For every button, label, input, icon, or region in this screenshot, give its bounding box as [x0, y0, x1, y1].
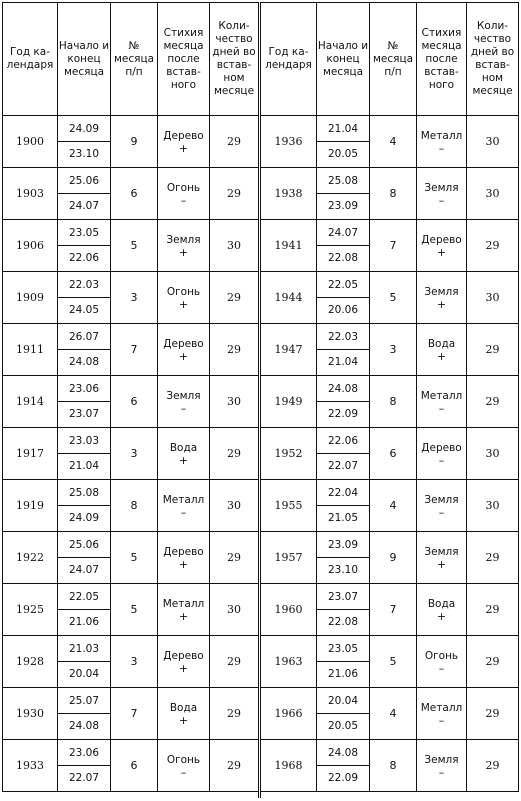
dates-cell	[58, 636, 111, 688]
month-number-cell: 6	[111, 740, 158, 792]
element-name: Вода	[169, 701, 198, 714]
element-cell	[417, 272, 467, 324]
element-cell	[417, 636, 467, 688]
element-name: Земля	[166, 233, 201, 246]
element-sign: –	[438, 453, 445, 467]
right-table	[260, 2, 519, 792]
year-cell: 1906	[3, 220, 58, 272]
dates-cell	[317, 584, 370, 636]
days-cell: 29	[467, 584, 519, 636]
element-sign: +	[178, 245, 189, 259]
element-sign: +	[178, 141, 189, 155]
end-date: 22.08	[327, 615, 359, 628]
days-cell: 29	[210, 272, 259, 324]
end-date: 21.05	[327, 511, 359, 524]
table-row	[3, 428, 259, 480]
element-name: Огонь	[166, 285, 201, 298]
end-date: 22.09	[327, 771, 359, 784]
month-number-cell: 8	[370, 168, 417, 220]
element-name: Дерево	[163, 337, 204, 350]
element-sign: –	[180, 505, 187, 519]
days-cell: 30	[210, 220, 259, 272]
end-date: 21.04	[327, 355, 359, 368]
days-cell: 29	[467, 324, 519, 376]
start-date: 22.03	[317, 325, 369, 350]
dates-cell	[58, 376, 111, 428]
days-cell: 30	[467, 428, 519, 480]
start-date: 22.04	[317, 481, 369, 506]
days-cell: 30	[210, 480, 259, 532]
days-cell: 29	[467, 688, 519, 740]
element-sign: +	[436, 609, 447, 623]
element-sign: +	[436, 557, 447, 571]
header-dates: Начало и конец месяца	[58, 3, 111, 116]
year-cell: 1922	[3, 532, 58, 584]
start-date: 22.05	[58, 585, 110, 610]
days-cell: 29	[210, 688, 259, 740]
days-cell: 30	[467, 272, 519, 324]
table-row	[261, 220, 519, 272]
start-date: 23.06	[58, 741, 110, 766]
element-cell	[158, 584, 210, 636]
days-cell: 30	[467, 116, 519, 168]
year-cell: 1911	[3, 324, 58, 376]
dates-cell	[317, 272, 370, 324]
element-sign: +	[436, 245, 447, 259]
year-cell: 1966	[261, 688, 317, 740]
element-name: Земля	[424, 753, 459, 766]
element-sign: –	[180, 193, 187, 207]
header-row	[3, 3, 259, 116]
dates-cell	[317, 636, 370, 688]
right-table-half	[260, 2, 518, 798]
element-cell	[158, 376, 210, 428]
month-number-cell: 8	[370, 740, 417, 792]
element-name: Металл	[162, 597, 205, 610]
element-sign: –	[438, 661, 445, 675]
table-row	[261, 688, 519, 740]
dates-cell	[58, 532, 111, 584]
table-row	[3, 220, 259, 272]
month-number-cell: 5	[370, 636, 417, 688]
start-date: 20.04	[317, 689, 369, 714]
start-date: 25.07	[58, 689, 110, 714]
start-date: 24.08	[317, 741, 369, 766]
dates-cell	[317, 688, 370, 740]
dates-cell	[58, 116, 111, 168]
element-name: Земля	[424, 545, 459, 558]
element-name: Металл	[162, 493, 205, 506]
element-sign: –	[438, 193, 445, 207]
start-date: 23.07	[317, 585, 369, 610]
table-row	[261, 480, 519, 532]
dates-cell	[317, 428, 370, 480]
table-row	[261, 428, 519, 480]
element-sign: +	[178, 713, 189, 727]
year-cell: 1903	[3, 168, 58, 220]
element-name: Огонь	[166, 181, 201, 194]
end-date: 23.09	[327, 199, 359, 212]
element-name: Дерево	[421, 233, 462, 246]
start-date: 25.06	[58, 533, 110, 558]
days-cell: 30	[210, 376, 259, 428]
end-date: 22.08	[327, 251, 359, 264]
element-sign: +	[178, 661, 189, 675]
year-cell: 1928	[3, 636, 58, 688]
element-cell	[158, 168, 210, 220]
header-dates: Начало и конец месяца	[317, 3, 370, 116]
table-row	[3, 532, 259, 584]
month-number-cell: 3	[111, 272, 158, 324]
element-cell	[417, 688, 467, 740]
month-number-cell: 6	[111, 376, 158, 428]
element-sign: +	[178, 609, 189, 623]
element-name: Дерево	[163, 545, 204, 558]
left-table-half	[2, 2, 260, 798]
element-name: Дерево	[421, 441, 462, 454]
element-sign: +	[178, 557, 189, 571]
start-date: 26.07	[58, 325, 110, 350]
month-number-cell: 4	[370, 116, 417, 168]
end-date: 24.05	[68, 303, 100, 316]
element-cell	[417, 324, 467, 376]
start-date: 25.08	[58, 481, 110, 506]
element-cell	[158, 636, 210, 688]
element-cell	[417, 376, 467, 428]
element-cell	[417, 740, 467, 792]
element-name: Земля	[166, 389, 201, 402]
end-date: 23.10	[327, 563, 359, 576]
element-name: Вода	[427, 597, 456, 610]
days-cell: 29	[210, 116, 259, 168]
year-cell: 1938	[261, 168, 317, 220]
days-cell: 29	[210, 532, 259, 584]
start-date: 23.05	[317, 637, 369, 662]
dates-cell	[317, 116, 370, 168]
dates-cell	[317, 376, 370, 428]
element-name: Земля	[424, 285, 459, 298]
table-row	[261, 272, 519, 324]
element-name: Огонь	[424, 649, 459, 662]
dates-cell	[58, 272, 111, 324]
end-date: 24.08	[68, 719, 100, 732]
element-sign: –	[180, 765, 187, 779]
table-row	[261, 740, 519, 792]
year-cell: 1925	[3, 584, 58, 636]
days-cell: 29	[467, 740, 519, 792]
header-year: Год ка-лендаря	[3, 3, 58, 116]
month-number-cell: 4	[370, 688, 417, 740]
table-row	[3, 740, 259, 792]
element-cell	[417, 584, 467, 636]
table-row	[261, 532, 519, 584]
end-date: 23.10	[68, 147, 100, 160]
month-number-cell: 9	[111, 116, 158, 168]
element-cell	[417, 532, 467, 584]
element-cell	[417, 168, 467, 220]
end-date: 20.05	[327, 147, 359, 160]
element-cell	[417, 116, 467, 168]
days-cell: 29	[210, 740, 259, 792]
year-cell: 1933	[3, 740, 58, 792]
end-date: 21.06	[68, 615, 100, 628]
header-days: Коли-чество дней во встав-ном месяце	[467, 3, 519, 116]
start-date: 25.06	[58, 169, 110, 194]
header-year: Год ка-лендаря	[261, 3, 317, 116]
header-month-number: № месяца п/п	[370, 3, 417, 116]
month-number-cell: 7	[370, 220, 417, 272]
table-row	[3, 688, 259, 740]
dates-cell	[58, 168, 111, 220]
start-date: 24.08	[317, 377, 369, 402]
dates-cell	[317, 532, 370, 584]
header-month-number: № месяца п/п	[111, 3, 158, 116]
days-cell: 30	[467, 168, 519, 220]
element-name: Земля	[424, 181, 459, 194]
start-date: 21.03	[58, 637, 110, 662]
element-name: Металл	[420, 389, 463, 402]
end-date: 22.09	[327, 407, 359, 420]
days-cell: 29	[210, 324, 259, 376]
start-date: 23.03	[58, 429, 110, 454]
table-row	[3, 116, 259, 168]
element-name: Металл	[420, 701, 463, 714]
start-date: 24.09	[58, 117, 110, 142]
month-number-cell: 7	[370, 584, 417, 636]
month-number-cell: 3	[111, 428, 158, 480]
element-name: Дерево	[163, 129, 204, 142]
end-date: 20.05	[327, 719, 359, 732]
start-date: 21.04	[317, 117, 369, 142]
year-cell: 1960	[261, 584, 317, 636]
month-number-cell: 5	[370, 272, 417, 324]
element-cell	[158, 740, 210, 792]
end-date: 20.04	[68, 667, 100, 680]
dates-cell	[317, 324, 370, 376]
element-sign: –	[438, 765, 445, 779]
year-cell: 1963	[261, 636, 317, 688]
end-date: 24.07	[68, 199, 100, 212]
table-row	[3, 480, 259, 532]
dates-cell	[317, 168, 370, 220]
end-date: 21.06	[327, 667, 359, 680]
year-cell: 1952	[261, 428, 317, 480]
element-cell	[158, 688, 210, 740]
table-row	[3, 376, 259, 428]
element-name: Вода	[169, 441, 198, 454]
year-cell: 1917	[3, 428, 58, 480]
dates-cell	[58, 480, 111, 532]
table-row	[261, 636, 519, 688]
element-name: Дерево	[163, 649, 204, 662]
element-cell	[158, 428, 210, 480]
days-cell: 29	[210, 168, 259, 220]
year-cell: 1949	[261, 376, 317, 428]
year-cell: 1919	[3, 480, 58, 532]
end-date: 24.08	[68, 355, 100, 368]
days-cell: 30	[467, 480, 519, 532]
table-row	[261, 376, 519, 428]
element-sign: –	[438, 401, 445, 415]
month-number-cell: 6	[111, 168, 158, 220]
table-row	[261, 584, 519, 636]
element-cell	[158, 220, 210, 272]
days-cell: 29	[467, 532, 519, 584]
month-number-cell: 9	[370, 532, 417, 584]
month-number-cell: 5	[111, 532, 158, 584]
year-cell: 1941	[261, 220, 317, 272]
days-cell: 29	[467, 376, 519, 428]
year-cell: 1955	[261, 480, 317, 532]
table-row	[261, 116, 519, 168]
month-number-cell: 7	[111, 688, 158, 740]
days-cell: 29	[467, 636, 519, 688]
start-date: 25.08	[317, 169, 369, 194]
year-cell: 1914	[3, 376, 58, 428]
dates-cell	[58, 584, 111, 636]
table-row	[3, 168, 259, 220]
year-cell: 1936	[261, 116, 317, 168]
end-date: 24.09	[68, 511, 100, 524]
dates-cell	[58, 324, 111, 376]
year-cell: 1957	[261, 532, 317, 584]
days-cell: 29	[210, 636, 259, 688]
start-date: 23.09	[317, 533, 369, 558]
table-row	[261, 324, 519, 376]
header-element: Стихия месяца после встав-ного	[417, 3, 467, 116]
start-date: 22.03	[58, 273, 110, 298]
dates-cell	[58, 220, 111, 272]
element-cell	[158, 532, 210, 584]
end-date: 20.06	[327, 303, 359, 316]
table-row	[3, 584, 259, 636]
element-cell	[158, 272, 210, 324]
dates-cell	[58, 740, 111, 792]
month-number-cell: 8	[111, 480, 158, 532]
left-table	[2, 2, 259, 792]
year-cell: 1930	[3, 688, 58, 740]
start-date: 24.07	[317, 221, 369, 246]
element-name: Металл	[420, 129, 463, 142]
calendar-table-page	[2, 2, 518, 798]
year-cell: 1968	[261, 740, 317, 792]
dates-cell	[58, 688, 111, 740]
element-sign: +	[436, 349, 447, 363]
element-cell	[158, 480, 210, 532]
month-number-cell: 4	[370, 480, 417, 532]
element-cell	[417, 428, 467, 480]
element-sign: +	[436, 297, 447, 311]
element-cell	[158, 116, 210, 168]
table-row	[3, 324, 259, 376]
element-sign: +	[178, 453, 189, 467]
days-cell: 29	[210, 428, 259, 480]
month-number-cell: 8	[370, 376, 417, 428]
element-sign: –	[180, 401, 187, 415]
header-row	[261, 3, 519, 116]
month-number-cell: 6	[370, 428, 417, 480]
element-sign: –	[438, 505, 445, 519]
table-row	[3, 636, 259, 688]
end-date: 23.07	[68, 407, 100, 420]
start-date: 23.06	[58, 377, 110, 402]
element-cell	[158, 324, 210, 376]
end-date: 22.06	[68, 251, 100, 264]
month-number-cell: 5	[111, 584, 158, 636]
start-date: 22.06	[317, 429, 369, 454]
end-date: 24.07	[68, 563, 100, 576]
year-cell: 1900	[3, 116, 58, 168]
days-cell: 29	[467, 220, 519, 272]
start-date: 22.05	[317, 273, 369, 298]
year-cell: 1947	[261, 324, 317, 376]
start-date: 23.05	[58, 221, 110, 246]
end-date: 22.07	[327, 459, 359, 472]
days-cell: 30	[210, 584, 259, 636]
dates-cell	[58, 428, 111, 480]
table-row	[3, 272, 259, 324]
element-cell	[417, 220, 467, 272]
element-sign: –	[438, 713, 445, 727]
table-row	[261, 168, 519, 220]
element-cell	[417, 480, 467, 532]
end-date: 21.04	[68, 459, 100, 472]
dates-cell	[317, 220, 370, 272]
element-sign: –	[438, 141, 445, 155]
header-element: Стихия месяца после встав-ного	[158, 3, 210, 116]
month-number-cell: 7	[111, 324, 158, 376]
element-sign: +	[178, 349, 189, 363]
element-name: Огонь	[166, 753, 201, 766]
element-name: Вода	[427, 337, 456, 350]
end-date: 22.07	[68, 771, 100, 784]
month-number-cell: 3	[111, 636, 158, 688]
header-days: Коли-чество дней во встав-ном месяце	[210, 3, 259, 116]
dates-cell	[317, 480, 370, 532]
year-cell: 1909	[3, 272, 58, 324]
dates-cell	[317, 740, 370, 792]
month-number-cell: 5	[111, 220, 158, 272]
element-sign: +	[178, 297, 189, 311]
element-name: Земля	[424, 493, 459, 506]
year-cell: 1944	[261, 272, 317, 324]
month-number-cell: 3	[370, 324, 417, 376]
